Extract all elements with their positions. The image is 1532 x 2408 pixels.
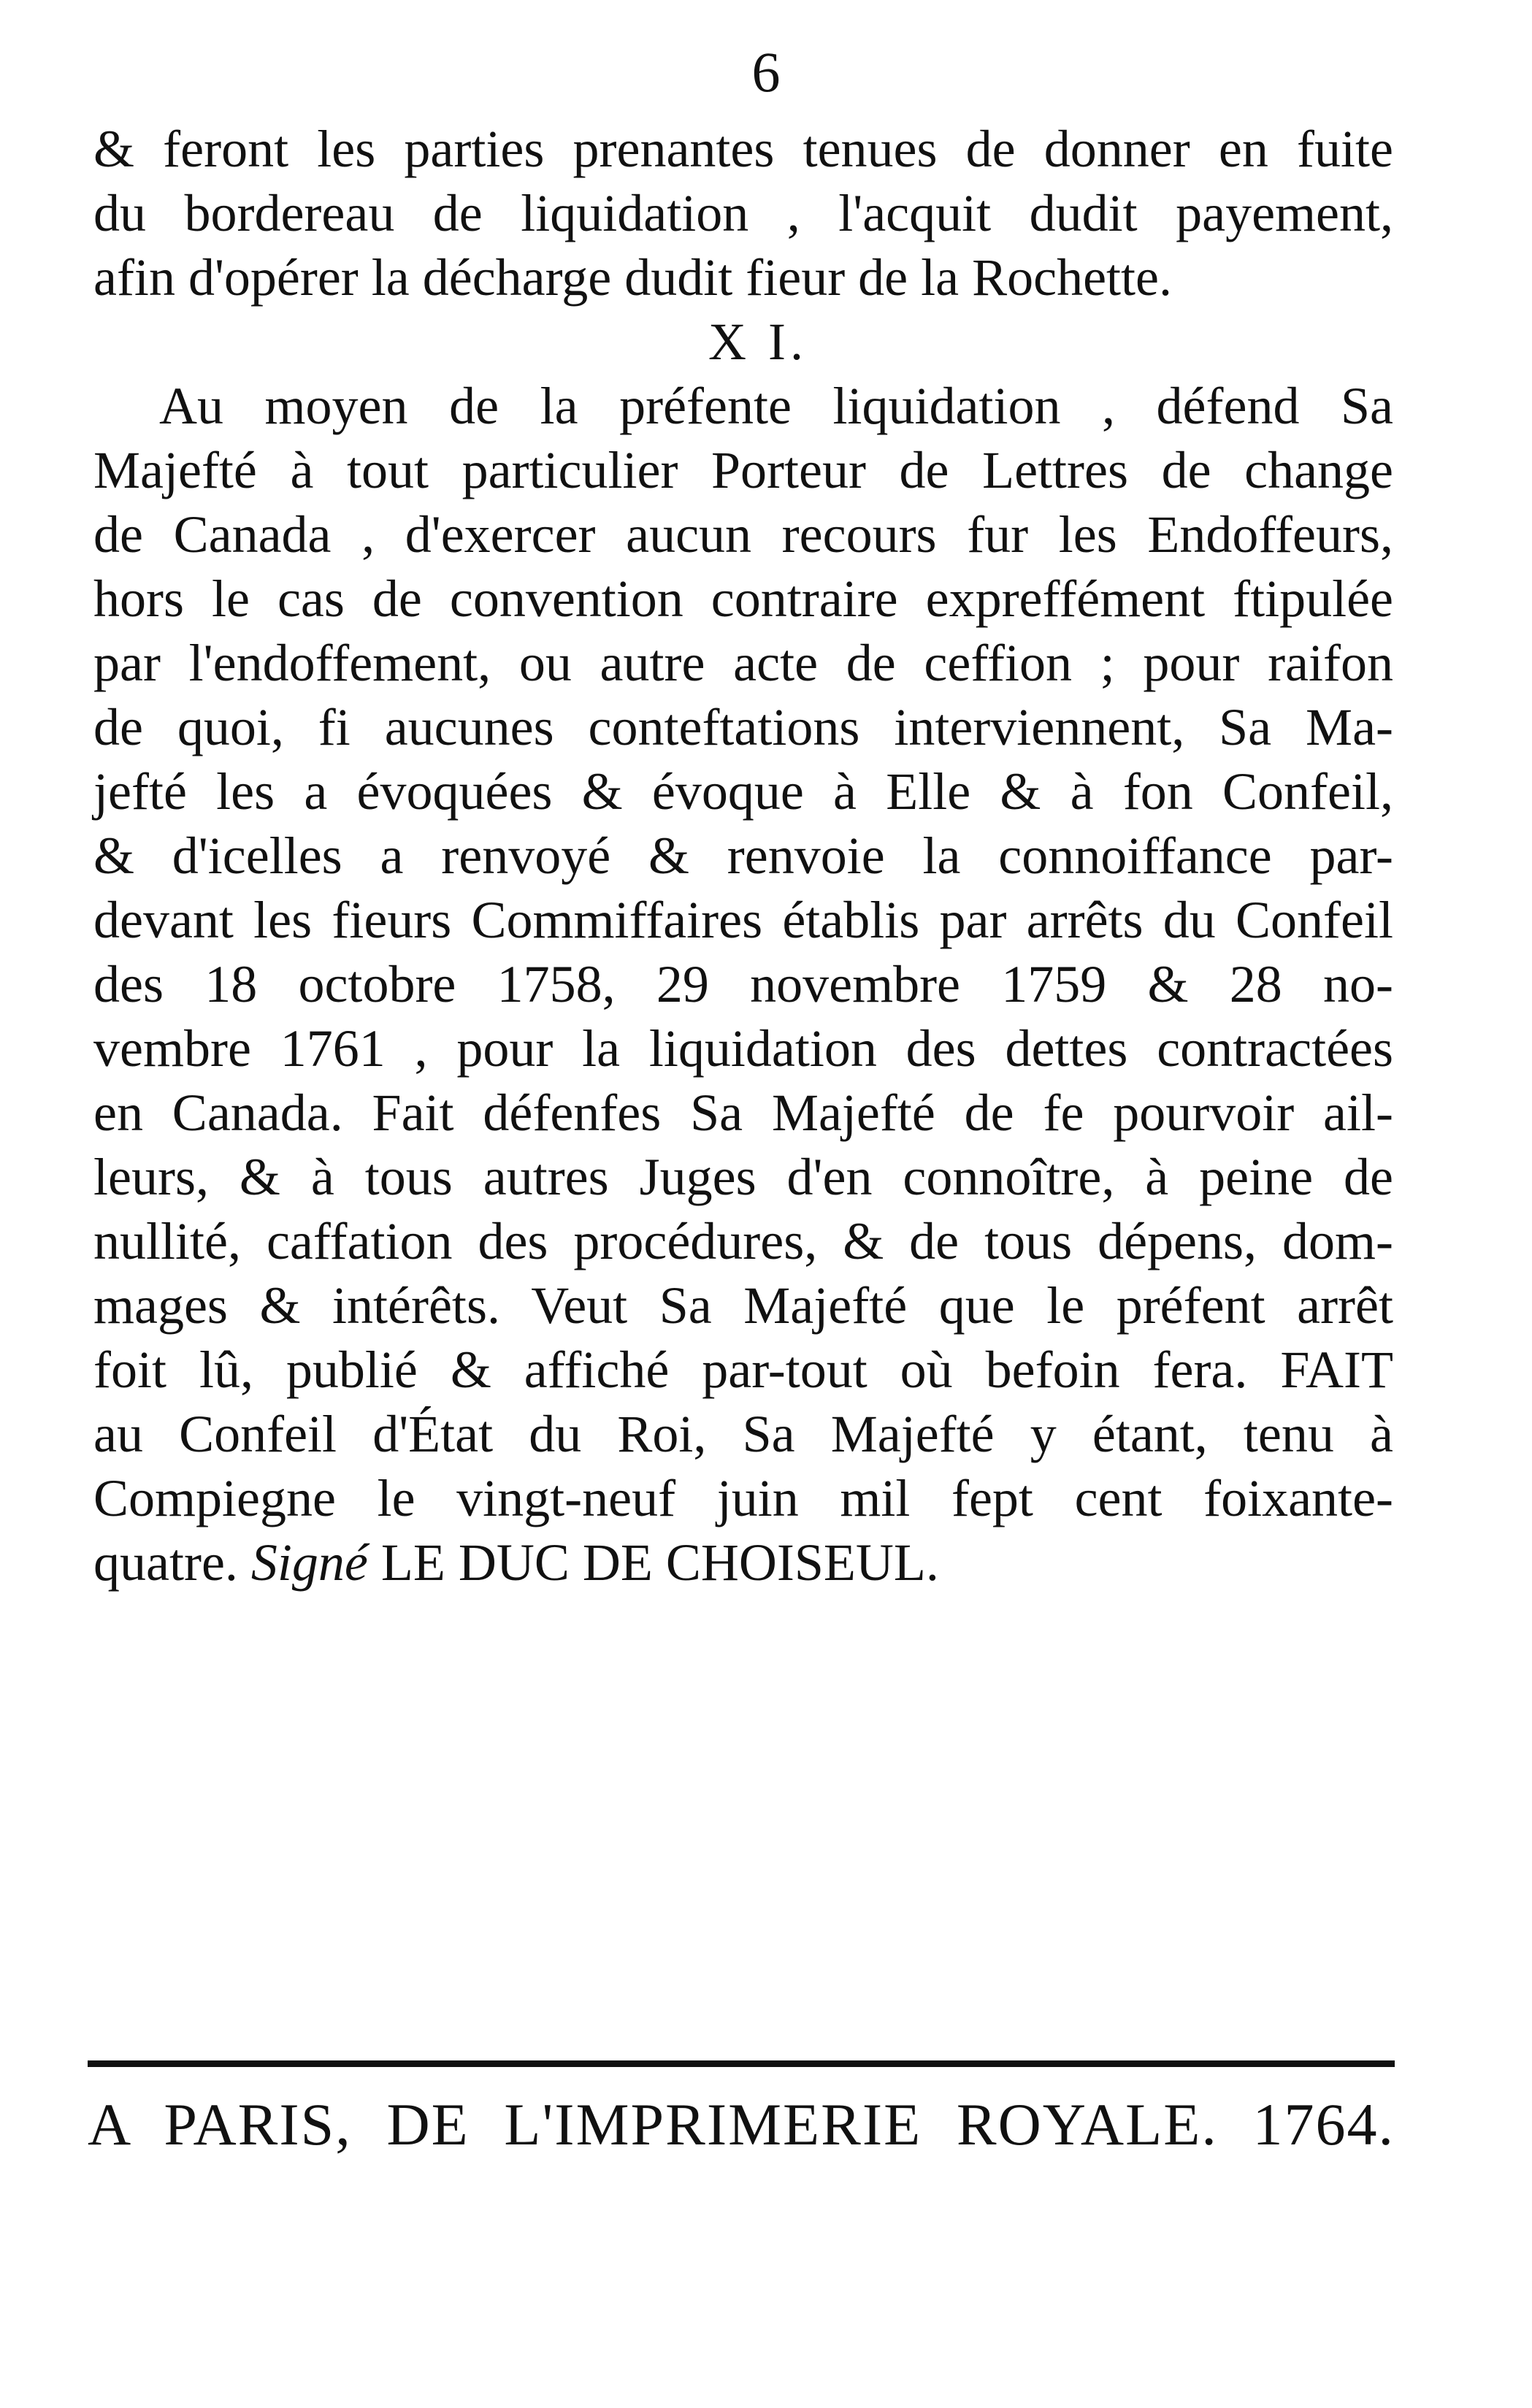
text-line: afin d'opérer la décharge dudit fieur de la Rochette.: [93, 248, 1172, 307]
text-line: de Canada , d'exercer aucun recours fur les Endoffeurs,: [93, 505, 1393, 564]
text-line: jefté les a évoquées & évoque à Elle & à fon Confeil,: [93, 762, 1393, 821]
text-line: Compiegne le vingt-neuf juin mil fept cent foixante-: [93, 1469, 1393, 1527]
text-line: hors le cas de convention contraire expreffément ftipulée: [93, 570, 1393, 628]
body-text: [93, 117, 1393, 1595]
text-line: nullité, caffation des procédures, & de tous dépens, dom-: [93, 1212, 1393, 1270]
text-line: Au moyen de la préfente liquidation , défend Sa: [159, 377, 1393, 435]
text-line: des 18 octobre 1758, 29 novembre 1759 & 28 no-: [93, 955, 1393, 1013]
closing-word: quatre.: [93, 1533, 238, 1592]
text-line: Majefté à tout particulier Porteur de Lettres de change: [93, 441, 1393, 499]
text-line: devant les fieurs Commiffaires établis par arrêts du Confeil: [93, 891, 1393, 949]
text-line: au Confeil d'État du Roi, Sa Majefté y étant, tenu à: [93, 1405, 1393, 1463]
text-line: foit lû, publié & affiché par-tout où befoin fera. FAIT: [93, 1341, 1393, 1399]
signature-name: LE DUC DE CHOISEUL.: [380, 1533, 939, 1592]
text-line: du bordereau de liquidation , l'acquit dudit payement,: [93, 184, 1393, 242]
text-line: par l'endoffement, ou autre acte de ceffion ; pour raifon: [93, 634, 1393, 692]
text-line: vembre 1761 , pour la liquidation des dettes contractées: [93, 1019, 1393, 1078]
text-line: leurs, & à tous autres Juges d'en connoître, à peine de: [93, 1148, 1393, 1206]
text-line: de quoi, fi aucunes conteftations interviennent, Sa Ma-: [93, 698, 1393, 756]
text-line: mages & intérêts. Veut Sa Majefté que le préfent arrêt: [93, 1276, 1393, 1335]
imprint-line: A PARIS, DE L'IMPRIMERIE ROYALE. 1764.: [88, 2091, 1395, 2158]
text-line: & feront les parties prenantes tenues de donner en fuite: [93, 120, 1393, 178]
horizontal-rule: [88, 2060, 1395, 2067]
closing-line: [93, 1530, 1393, 1595]
page-number: 6: [751, 40, 781, 104]
text-line: en Canada. Fait défenfes Sa Majefté de fe pourvoir ail-: [93, 1084, 1393, 1142]
text-line: & d'icelles a renvoyé & renvoie la connoiffance par-: [93, 827, 1393, 885]
signature-label: Signé: [250, 1533, 368, 1592]
section-heading: X I.: [708, 312, 808, 371]
